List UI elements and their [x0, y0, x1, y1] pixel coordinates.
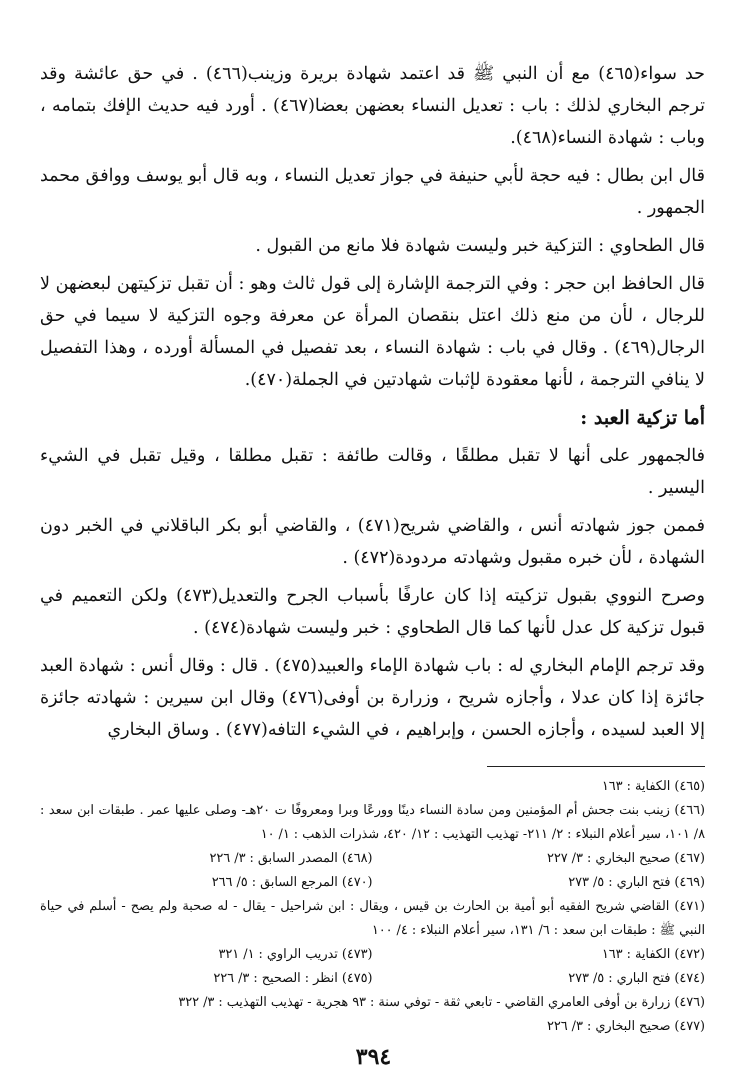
footnote-row: [40, 871, 705, 895]
footnote-row: [40, 943, 705, 967]
footnote-471: (٤٧١) القاضي شريح الفقيه أبو أمية بن الحارث بن قيس ، ويقال : ابن شراحيل - يقال - له صحبة ولم يصح - أسلم في حياة النبي ﷺ : طبقات ابن سعد : ٦/ ١٣١، سير أعلام النبلاء : ٤/ ١٠٠: [40, 899, 705, 938]
footnote-divider: [487, 766, 705, 767]
footnote-465: (٤٦٥) الكفاية : ١٦٣: [601, 779, 705, 794]
paragraph-3: قال الطحاوي : التزكية خبر وليست شهادة فلا مانع من القبول .: [255, 236, 705, 256]
footnote-466: (٤٦٦) زينب بنت جحش أم المؤمنين ومن سادة النساء دينًا وورعًا وبرا ومعروفًا ت ٢٠هـ- وصلى عليها عمر . طبقات ابن سعد : ٨/ ١٠١، سير أعلام النبلاء : ٢/ ٢١١- تهذيب التهذيب : ١٢/ ٤٢٠، شذرات الذهب : ١/ ١٠: [40, 803, 705, 842]
paragraph-6: فممن جوز شهادته أنس ، والقاضي شريح(٤٧١) ، والقاضي أبو بكر الباقلاني في الخبر دون الشهادة ، لأن خبره مقبول وشهادته مردودة(٤٧٢) .: [40, 516, 705, 568]
main-text: [40, 58, 705, 746]
footnote-row: [40, 847, 705, 871]
paragraph-2: قال ابن بطال : فيه حجة لأبي حنيفة في جواز تعديل النساء ، وبه قال أبو يوسف ووافق محمد الجمهور .: [40, 166, 705, 218]
footnote-475: (٤٧٥) انظر : الصحيح : ٣/ ٢٢٦: [213, 971, 373, 986]
footnote-474: (٤٧٤) فتح الباري : ٥/ ٢٧٣: [568, 971, 705, 986]
footnote-468: (٤٦٨) المصدر السابق : ٣/ ٢٢٦: [209, 851, 373, 866]
footnote-467: (٤٦٧) صحيح البخاري : ٣/ ٢٢٧: [546, 851, 705, 866]
footnote-476: (٤٧٦) زرارة بن أوفى العامري القاضي - تابعي ثقة - توفي سنة : ٩٣ هجرية - تهذيب التهذيب : ٣/ ٣٢٢: [178, 995, 705, 1010]
footnote-row: [40, 967, 705, 991]
footnote-477: (٤٧٧) صحيح البخاري : ٣/ ٢٢٦: [546, 1019, 705, 1034]
footnote-469: (٤٦٩) فتح الباري : ٥/ ٢٧٣: [568, 875, 705, 890]
paragraph-5: فالجمهور على أنها لا تقبل مطلقًا ، وقالت طائفة : تقبل مطلقا ، وقيل تقبل في الشيء اليسير .: [40, 446, 705, 498]
footnote-470: (٤٧٠) المرجع السابق : ٥/ ٢٦٦: [211, 875, 373, 890]
footnote-472: (٤٧٢) الكفاية : ١٦٣: [601, 947, 705, 962]
page-number: ٣٩٤: [355, 1044, 392, 1070]
footnotes: [40, 775, 705, 1039]
paragraph-1: حد سواء(٤٦٥) مع أن النبي ﷺ قد اعتمد شهادة بريرة وزينب(٤٦٦) . في حق عائشة وقد ترجم البخاري لذلك : باب : تعديل النساء بعضهن بعضا(٤٦٧) . أورد فيه حديث الإفك بتمامه ، وباب : شهادة النساء(٤٦٨).: [40, 64, 705, 148]
paragraph-7: وصرح النووي بقبول تزكيته إذا كان عارفًا بأسباب الجرح والتعديل(٤٧٣) ولكن التعميم في قبول تزكية كل عدل لأنها كما قال الطحاوي : خبر وليست شهادة(٤٧٤) .: [40, 586, 705, 638]
section-heading: أما تزكية العبد :: [580, 407, 705, 429]
paragraph-8: وقد ترجم الإمام البخاري له : باب شهادة الإماء والعبيد(٤٧٥) . قال : وقال أنس : شهادة العبد جائزة إذا كان عدلا ، وأجازه شريح ، وزرارة بن أوفى(٤٧٦) وقال ابن سيرين : شهادته جائزة إلا العبد لسيده ، وأجازه الحسن ، وإبراهيم ، في الشيء التافه(٤٧٧) . وساق البخاري: [40, 656, 706, 740]
footnote-473: (٤٧٣) تدريب الراوي : ١/ ٣٢١: [218, 947, 373, 962]
paragraph-4: قال الحافظ ابن حجر : وفي الترجمة الإشارة إلى قول ثالث وهو : أن تقبل تزكيتهن لبعضهن لا للرجال ، لأن من منع ذلك اعتل بنقصان المرأة عن معرفة وجوه التزكية لا سيما في حق الرجال(٤٦٩) . وقال في باب : شهادة النساء ، بعد تفصيل في المسألة أورده ، وهذا التفصيل لا ينافي الترجمة ، لأنها معقودة لإثبات شهادتين في الجملة(٤٧٠).: [40, 274, 705, 390]
